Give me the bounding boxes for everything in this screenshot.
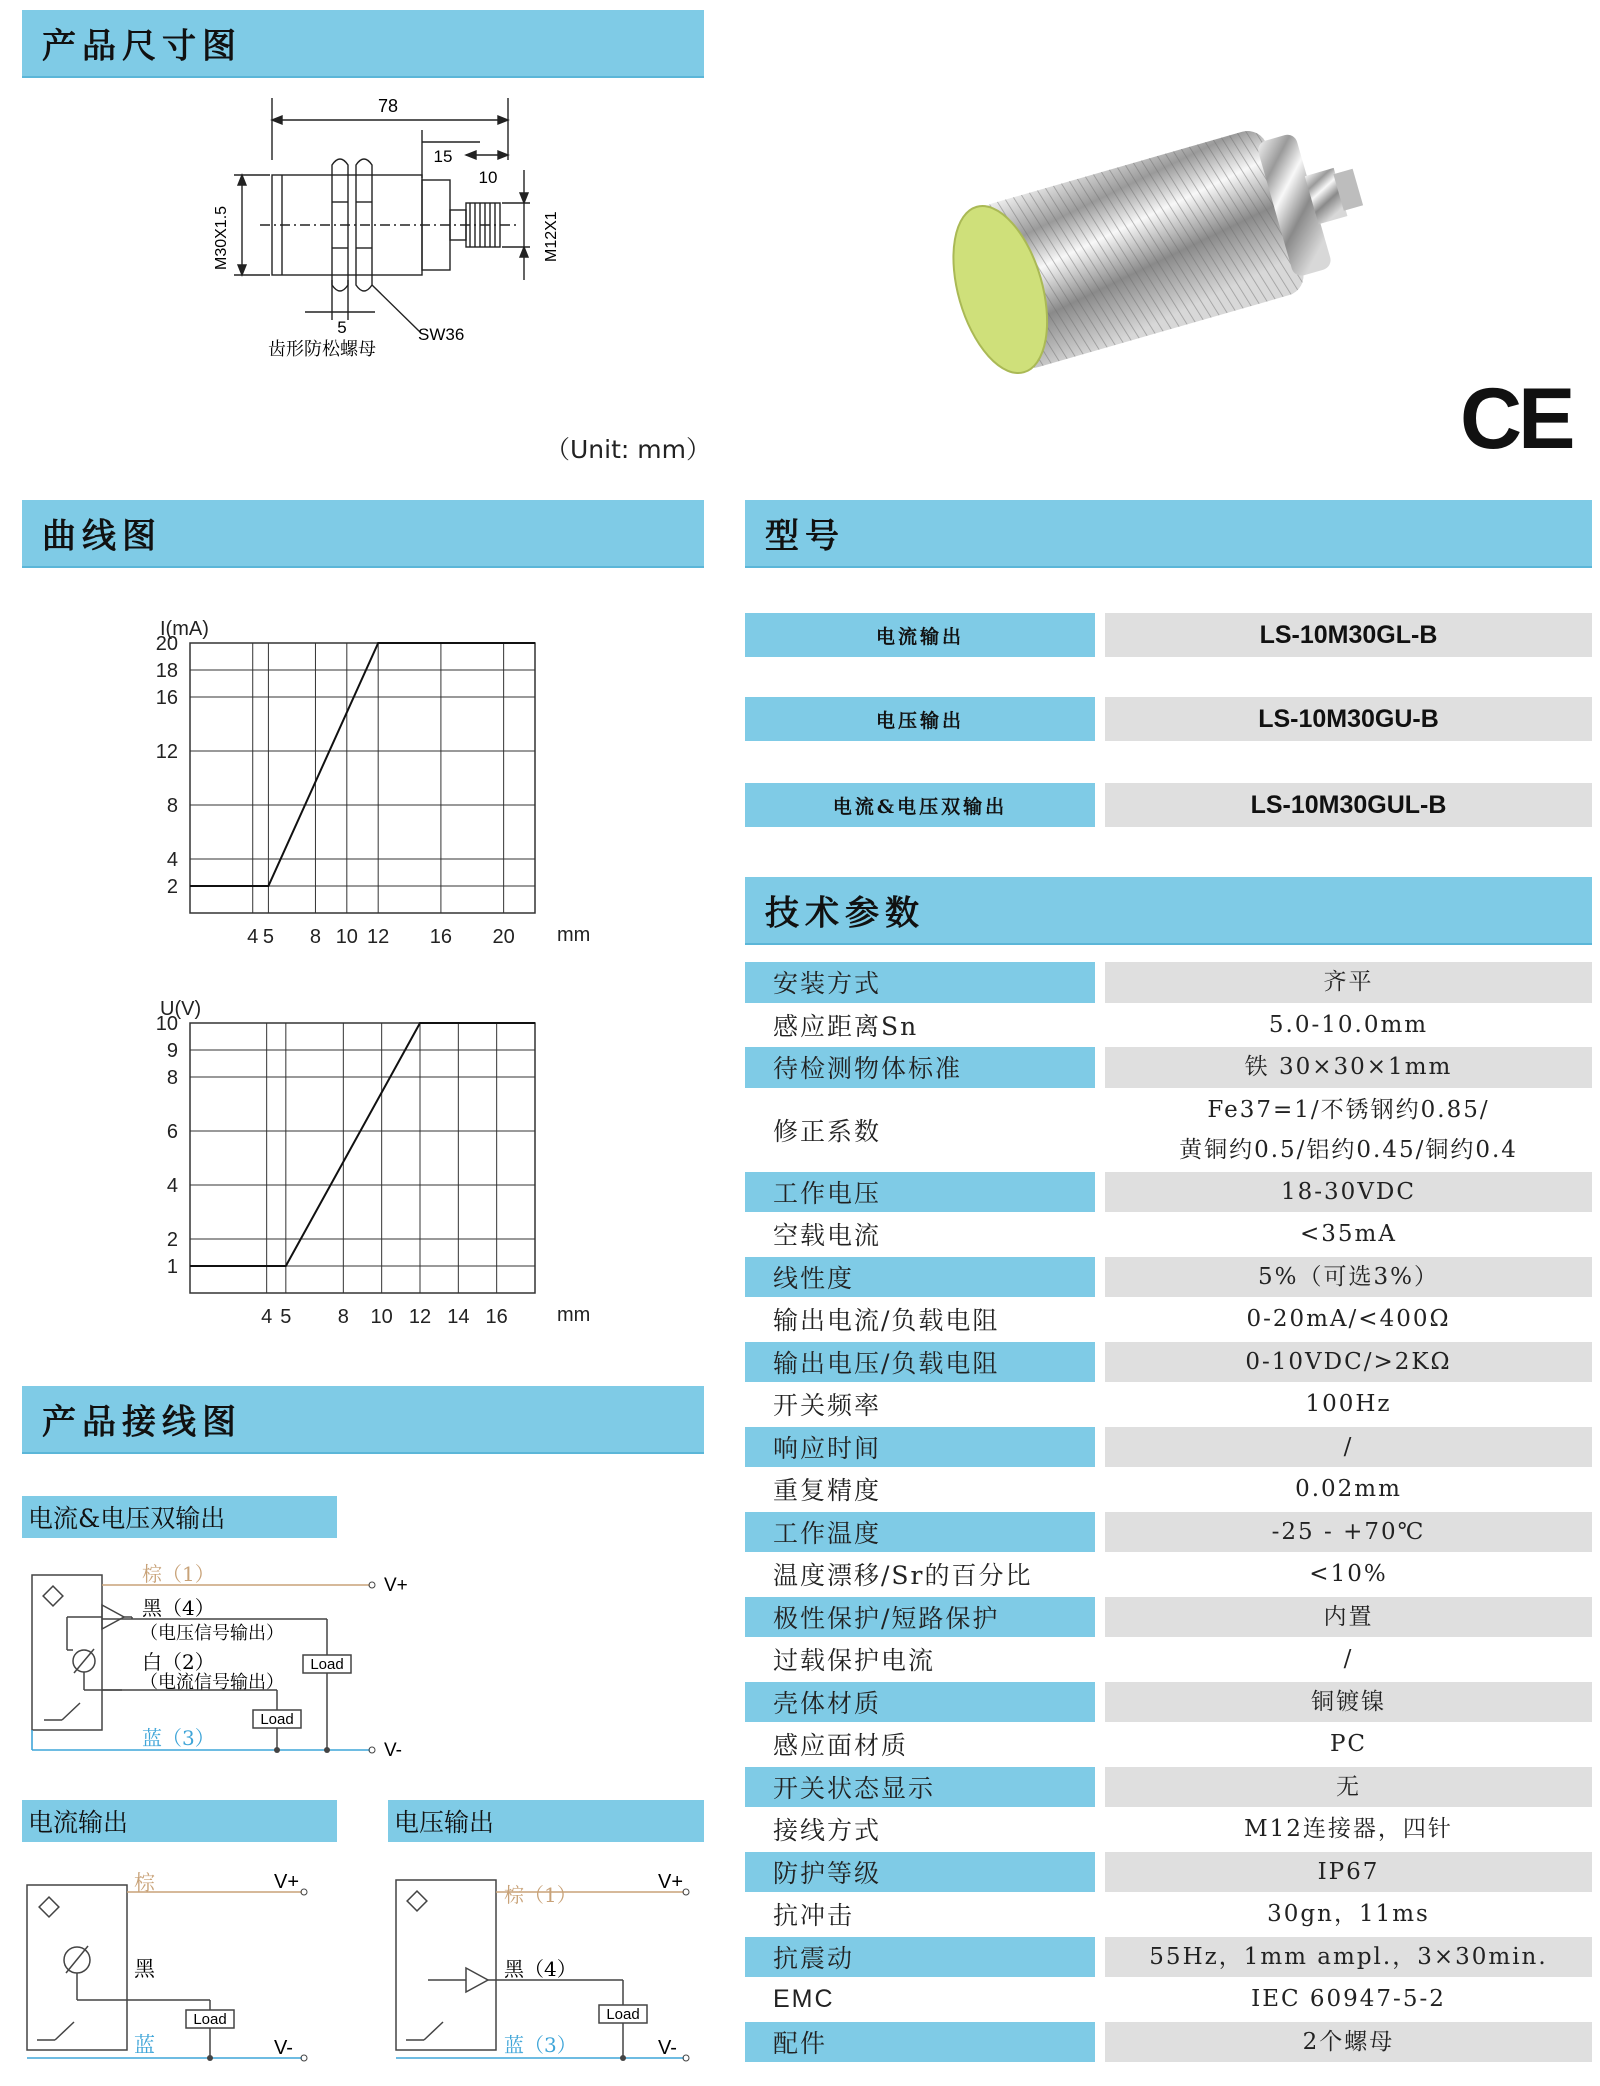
spec-key: 接线方式: [745, 1809, 1095, 1852]
y-tick-label: 16: [155, 687, 178, 709]
spec-value: 2个螺母: [1105, 2022, 1592, 2065]
spec-value: IEC 60947-5-2: [1105, 1979, 1592, 2022]
spec-key: 配件: [745, 2022, 1095, 2065]
x-tick-label: 16: [485, 1306, 508, 1328]
spec-value: 55Hz，1mm ampl.，3×30min.: [1105, 1937, 1592, 1980]
nut-label: 齿形防松螺母: [268, 339, 376, 360]
section-title: 曲线图: [42, 516, 162, 557]
unit-label: （Unit: mm）: [545, 435, 711, 464]
spec-row: [745, 962, 1592, 1005]
spec-key: 壳体材质: [745, 1682, 1095, 1725]
vplus-label: V+: [658, 1871, 684, 1893]
spec-row: [745, 1512, 1592, 1555]
wire-black-label: 黑: [134, 1957, 155, 1981]
y-tick-label: 8: [166, 1067, 178, 1089]
model-row-value: LS-10M30GUL-B: [1105, 783, 1592, 827]
spec-key: EMC: [745, 1979, 1095, 2022]
section-header-wiring: [22, 1386, 704, 1454]
series-line: [190, 1023, 535, 1266]
spec-value: IP67: [1105, 1852, 1592, 1895]
spec-key: 空载电流: [745, 1214, 1095, 1257]
y-tick-label: 4: [166, 849, 178, 871]
spec-row: [745, 1299, 1592, 1342]
dimension-drawing: [190, 90, 580, 370]
vminus-label: V-: [274, 2037, 293, 2059]
spec-value: 无: [1105, 1767, 1592, 1810]
spec-value: M12连接器，四针: [1105, 1809, 1592, 1852]
spec-value: 齐平: [1105, 962, 1592, 1005]
spec-key: 感应距离Sn: [745, 1005, 1095, 1048]
spec-value: 5.0-10.0mm: [1105, 1005, 1592, 1048]
x-tick-label: 16: [429, 926, 453, 948]
spec-row: [745, 1937, 1592, 1980]
model-row-value: LS-10M30GU-B: [1105, 697, 1592, 741]
section-header-model: [745, 500, 1592, 568]
load-label: Load: [606, 2006, 640, 2023]
spec-key: 工作电压: [745, 1172, 1095, 1215]
spec-key: 输出电压/负载电阻: [745, 1342, 1095, 1385]
spec-row: [745, 1682, 1592, 1725]
spec-row: [745, 1090, 1592, 1172]
spec-row: [745, 1427, 1592, 1470]
spec-key: 开关状态显示: [745, 1767, 1095, 1810]
wire-white-label: 白（2）: [142, 1650, 215, 1674]
wiring-current-title: 电流输出: [28, 1808, 129, 1837]
y-tick-label: 1: [166, 1256, 178, 1278]
spec-row: [745, 1767, 1592, 1810]
section-title: 技术参数: [765, 893, 925, 934]
spec-key: 安装方式: [745, 962, 1095, 1005]
spec-key: 开关频率: [745, 1384, 1095, 1427]
spec-row: [745, 1172, 1592, 1215]
wiring-voltage-diagram: [388, 1860, 704, 2075]
y-tick-label: 10: [155, 1013, 178, 1035]
spec-key: 线性度: [745, 1257, 1095, 1300]
spec-key: 工作温度: [745, 1512, 1095, 1555]
wire-black-label: 黑（4）: [142, 1596, 215, 1620]
model-row-value: LS-10M30GL-B: [1105, 613, 1592, 657]
x-tick-label: 12: [367, 926, 390, 948]
y-tick-label: 12: [155, 741, 178, 763]
y-axis-label: I(mA): [160, 618, 209, 640]
wiring-current-diagram: [22, 1860, 322, 2075]
spec-value: [1105, 1090, 1592, 1172]
spec-table: [745, 962, 1592, 2064]
x-tick-label: 12: [408, 1306, 432, 1328]
y-tick-label: 6: [166, 1121, 178, 1143]
wire-brown-label: 棕（1）: [504, 1883, 577, 1907]
spec-key: 响应时间: [745, 1427, 1095, 1470]
plot-frame: [190, 1023, 535, 1293]
spec-value: 5%（可选3%）: [1105, 1257, 1592, 1300]
model-row-label: 电压输出: [745, 697, 1095, 741]
spec-value: 内置: [1105, 1597, 1592, 1640]
load-label: Load: [260, 1711, 294, 1728]
spec-value: 铁 30×30×1mm: [1105, 1047, 1592, 1090]
y-tick-label: 18: [155, 660, 178, 682]
spec-key: 感应面材质: [745, 1724, 1095, 1767]
spec-key: 输出电流/负载电阻: [745, 1299, 1095, 1342]
x-tick-label: 4: [261, 1306, 273, 1328]
wire-blue-label: 蓝（3）: [504, 2033, 577, 2057]
spec-row: [745, 1639, 1592, 1682]
y-tick-label: 4: [166, 1175, 178, 1197]
spec-value: 0.02mm: [1105, 1469, 1592, 1512]
spec-key: 重复精度: [745, 1469, 1095, 1512]
spec-value: 0-20mA/<400Ω: [1105, 1299, 1592, 1342]
spec-row: [745, 1469, 1592, 1512]
spec-key: 修正系数: [745, 1090, 1095, 1172]
spec-key: 防护等级: [745, 1852, 1095, 1895]
thread-connector-label: M12X1: [543, 211, 560, 262]
wire-black-note: （电压信号输出）: [140, 1623, 284, 1644]
spec-row: [745, 1384, 1592, 1427]
spec-value: 铜镀镍: [1105, 1682, 1592, 1725]
series-line: [190, 643, 535, 886]
spec-value: 18-30VDC: [1105, 1172, 1592, 1215]
spec-row: [745, 1894, 1592, 1937]
x-tick-label: 8: [337, 1306, 349, 1328]
vminus-label: V-: [384, 1740, 402, 1761]
y-tick-label: 2: [166, 876, 178, 898]
spec-key: 极性保护/短路保护: [745, 1597, 1095, 1640]
section-header-specs: [745, 877, 1592, 945]
current-curve-chart: [120, 608, 591, 953]
spec-row: [745, 1597, 1592, 1640]
wire-brown-label: 棕（1）: [142, 1562, 215, 1586]
spec-row: [745, 1554, 1592, 1597]
dim-78: 78: [377, 96, 399, 116]
section-title: 产品接线图: [42, 1402, 242, 1443]
x-tick-label: 10: [335, 926, 358, 948]
wiring-dual-diagram: [22, 1545, 442, 1770]
vminus-label: V-: [658, 2037, 677, 2059]
wiring-current-title-bar: [22, 1800, 337, 1842]
spec-value-line: 黄铜约0.5/铝约0.45/铜约0.4: [1179, 1136, 1518, 1163]
spec-row: [745, 1047, 1592, 1090]
wiring-voltage-title: 电压输出: [394, 1808, 495, 1837]
spec-row: [745, 1852, 1592, 1895]
x-tick-label: 5: [280, 1306, 292, 1328]
spec-row: [745, 1979, 1592, 2022]
x-tick-label: 8: [309, 926, 322, 948]
load-label: Load: [193, 2011, 227, 2028]
spec-key: 抗冲击: [745, 1894, 1095, 1937]
dim-5: 5: [337, 318, 347, 337]
voltage-curve-chart: [120, 988, 591, 1333]
spec-value: /: [1105, 1639, 1592, 1682]
vplus-label: V+: [384, 1575, 408, 1596]
dim-15: 15: [433, 147, 453, 166]
x-tick-label: 4: [247, 926, 259, 948]
ce-mark: CE: [1460, 371, 1572, 467]
x-axis-label: mm: [557, 924, 591, 946]
y-axis-label: U(V): [160, 998, 202, 1020]
thread-main-label: M30X1.5: [213, 205, 230, 270]
section-header-curves: [22, 500, 704, 568]
wire-black-label: 黑（4）: [504, 1957, 577, 1981]
spec-key: 温度漂移/Sr的百分比: [745, 1554, 1095, 1597]
spec-value: <10%: [1105, 1554, 1592, 1597]
spec-value: -25 - +70℃: [1105, 1512, 1592, 1555]
wire-white-note: （电流信号输出）: [140, 1672, 284, 1693]
spec-value: <35mA: [1105, 1214, 1592, 1257]
dim-10: 10: [478, 168, 498, 187]
wiring-dual-title: 电流&电压双输出: [28, 1504, 226, 1533]
section-title: 型号: [765, 516, 845, 557]
spec-row: [745, 2022, 1592, 2065]
wrench-label: SW36: [418, 325, 465, 344]
y-tick-label: 2: [166, 1229, 178, 1251]
spec-row: [745, 1257, 1592, 1300]
x-tick-label: 5: [262, 926, 274, 948]
y-tick-label: 9: [166, 1040, 178, 1062]
spec-key: 过载保护电流: [745, 1639, 1095, 1682]
y-tick-label: 20: [155, 633, 178, 655]
model-row-label: 电流输出: [745, 613, 1095, 657]
model-row-label: 电流&电压双输出: [745, 783, 1095, 827]
x-axis-label: mm: [557, 1304, 591, 1326]
section-header-dimensions: [22, 10, 704, 78]
wire-blue-label: 蓝: [134, 2033, 155, 2057]
spec-value-line: Fe37=1/不锈钢约0.85/: [1207, 1096, 1490, 1123]
wire-brown-label: 棕: [134, 1871, 155, 1895]
spec-row: [745, 1724, 1592, 1767]
spec-value: 100Hz: [1105, 1384, 1592, 1427]
spec-value: /: [1105, 1427, 1592, 1470]
spec-key: 抗震动: [745, 1937, 1095, 1980]
section-title: 产品尺寸图: [42, 26, 242, 67]
wire-blue-label: 蓝（3）: [142, 1726, 215, 1750]
x-tick-label: 10: [370, 1306, 393, 1328]
spec-value: 0-10VDC/>2KΩ: [1105, 1342, 1592, 1385]
vplus-label: V+: [274, 1871, 300, 1893]
spec-value: PC: [1105, 1724, 1592, 1767]
load-label: Load: [310, 1656, 344, 1673]
sensor-product-image: [920, 100, 1380, 390]
wiring-dual-title-bar: [22, 1496, 337, 1538]
y-tick-label: 8: [166, 795, 178, 817]
spec-key: 待检测物体标准: [745, 1047, 1095, 1090]
spec-row: [745, 1214, 1592, 1257]
x-tick-label: 20: [492, 926, 515, 948]
wiring-voltage-title-bar: [388, 1800, 704, 1842]
spec-row: [745, 1809, 1592, 1852]
x-tick-label: 14: [447, 1306, 470, 1328]
spec-value: 30gn，11ms: [1105, 1894, 1592, 1937]
plot-frame: [190, 643, 535, 913]
spec-row: [745, 1005, 1592, 1048]
spec-row: [745, 1342, 1592, 1385]
